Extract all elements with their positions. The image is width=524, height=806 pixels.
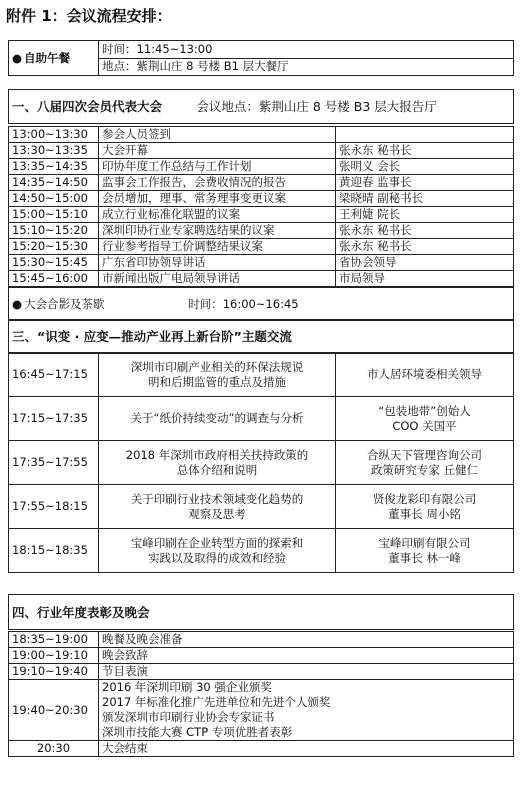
photo-table: [8, 287, 514, 321]
row-topic: [99, 485, 336, 529]
row-speaker: [336, 529, 514, 573]
row-time: 14:35~14:50: [9, 175, 99, 191]
row-activity: [99, 632, 514, 648]
table-row: [9, 441, 514, 485]
row-speaker: [336, 397, 514, 441]
activity-line: 晚餐及晚会准备: [102, 632, 183, 646]
photo-label: 大会合影及茶歇: [24, 296, 105, 311]
row-time: 13:35~14:35: [9, 159, 99, 175]
table-row: [9, 680, 514, 741]
section4-heading-table: [8, 594, 514, 630]
topic-line: 宝峰印刷在企业转型方面的探索和: [130, 535, 304, 550]
speaker-line: 贤俊龙彩印有限公司: [372, 491, 477, 506]
row-activity: [99, 680, 514, 741]
row-topic: [99, 397, 336, 441]
row-person: 梁晓晴 副秘书长: [336, 191, 514, 207]
row-time: 17:15~17:35: [9, 397, 99, 441]
row-time: 13:30~13:35: [9, 143, 99, 159]
row-person: 张永东 秘书长: [336, 143, 514, 159]
row-time: 15:20~15:30: [9, 239, 99, 255]
row-item: 市新闻出版广电局领导讲话: [99, 271, 336, 287]
row-time: 13:00~13:30: [9, 127, 99, 143]
row-time: 14:50~15:00: [9, 191, 99, 207]
row-item: 大会开幕: [99, 143, 336, 159]
topic-line: 深圳市印刷产业相关的环保法规说: [130, 359, 304, 374]
section1-schedule-table: [8, 126, 514, 287]
page-title: 附件 1：会议流程安排：: [6, 7, 172, 25]
table-row: [9, 485, 514, 529]
section1-heading-table: [8, 89, 514, 124]
speaker-line: 政策研究专家 丘健仁: [370, 462, 479, 477]
row-item: 会员增加，理事、常务理事变更议案: [99, 191, 336, 207]
section3-schedule-table: [8, 352, 514, 573]
row-speaker: [336, 441, 514, 485]
activity-line: 颁发深圳市印刷行业协会专家证书: [102, 710, 275, 724]
lunch-label: 自助午餐: [24, 50, 71, 65]
row-topic: [99, 441, 336, 485]
table-row: [9, 143, 514, 159]
row-time: 15:45~16:00: [9, 271, 99, 287]
topic-line: 关于“纸价持续变动”的调查与分析: [130, 411, 304, 425]
photo-time: 时间：16:00~16:45: [188, 296, 299, 311]
activity-line: 晚会致辞: [102, 648, 148, 662]
row-activity: [99, 664, 514, 680]
row-time: 19:10~19:40: [9, 664, 99, 680]
topic-line: 实践以及取得的成效和经验: [148, 550, 286, 565]
speaker-line: 合纵天下管理咨询公司: [367, 447, 482, 462]
bullet-icon: [12, 297, 24, 311]
lunch-place: 地点：紫荆山庄 8 号楼 B1 层大餐厅: [99, 58, 514, 76]
activity-line: 节目表演: [102, 664, 148, 678]
section4-heading: 四、行业年度表彰及晚会: [9, 595, 514, 630]
section1-heading: 一、八届四次会员代表大会: [12, 99, 163, 114]
table-row: [9, 648, 514, 664]
table-row: [9, 191, 514, 207]
speaker-line: 董事长 周小铭: [388, 506, 461, 521]
photo-cell: [9, 288, 514, 321]
row-person: 王利婕 院长: [336, 207, 514, 223]
row-person: 省协会领导: [336, 255, 514, 271]
topic-line: 明和后期监管的重点及措施: [148, 374, 286, 389]
table-row: [9, 255, 514, 271]
row-time: 16:45~17:15: [9, 353, 99, 397]
row-time: 18:15~18:35: [9, 529, 99, 573]
topic-line: 总体介绍和说明: [176, 462, 258, 477]
activity-line: 2016 年深圳印刷 30 强企业颁奖: [102, 680, 272, 694]
row-speaker: [336, 353, 514, 397]
table-row: [9, 127, 514, 143]
row-time: 19:00~19:10: [9, 648, 99, 664]
row-item: 印协年度工作总结与工作计划: [99, 159, 336, 175]
section1-venue: 会议地点：紫荆山庄 8 号楼 B3 层大报告厅: [196, 99, 437, 114]
row-item: 成立行业标准化联盟的议案: [99, 207, 336, 223]
speaker-line: COO 关国平: [392, 418, 457, 433]
row-time: 19:40~20:30: [9, 680, 99, 741]
section3-heading: 三、“识变 · 应变—推动产业再上新台阶”主题交流: [9, 320, 514, 354]
speaker-line: 市人居环境委相关领导: [367, 367, 482, 381]
table-row: [9, 159, 514, 175]
row-item: 参会人员签到: [99, 127, 336, 143]
row-activity: [99, 648, 514, 664]
row-time: 15:10~15:20: [9, 223, 99, 239]
bullet-icon: [12, 51, 24, 65]
activity-line: 深圳市技能大赛 CTP 专项优胜者表彰: [102, 725, 293, 739]
row-topic: [99, 529, 336, 573]
row-person: 黄迎春 监事长: [336, 175, 514, 191]
row-item: 深圳印协行业专家聘选结果的议案: [99, 223, 336, 239]
row-person: 张永东 秘书长: [336, 239, 514, 255]
table-row: [9, 632, 514, 648]
table-row: [9, 664, 514, 680]
row-time: 18:35~19:00: [9, 632, 99, 648]
section4-schedule-table: [8, 631, 514, 757]
speaker-line: 董事长 林一峰: [388, 550, 461, 565]
topic-line: 2018 年深圳市政府相关扶持政策的: [125, 447, 309, 462]
table-row: [9, 353, 514, 397]
table-row: [9, 175, 514, 191]
row-person: 张明义 会长: [336, 159, 514, 175]
table-row: [9, 223, 514, 239]
row-activity: [99, 741, 514, 757]
table-row: [9, 397, 514, 441]
table-row: [9, 529, 514, 573]
table-row: [9, 207, 514, 223]
speaker-line: “包装地带”创始人: [378, 403, 471, 418]
topic-line: 关于印刷行业技术领域变化趋势的: [130, 491, 304, 506]
row-time: 17:55~18:15: [9, 485, 99, 529]
lunch-time: 时间：11:45~13:00: [99, 41, 514, 59]
speaker-line: 宝峰印刷有限公司: [378, 535, 471, 550]
section3-heading-table: [8, 319, 514, 354]
row-item: 行业参考指导工价调整结果议案: [99, 239, 336, 255]
section1-heading-cell: [9, 90, 514, 124]
row-time: 17:35~17:55: [9, 441, 99, 485]
topic-line: 观察及思考: [188, 506, 246, 521]
row-person: 市局领导: [336, 271, 514, 287]
activity-line: 大会结束: [102, 741, 148, 755]
lunch-table: [8, 40, 514, 76]
row-time: 20:30: [9, 741, 99, 757]
row-person: [336, 127, 514, 143]
lunch-label-cell: [9, 41, 99, 76]
row-time: 15:00~15:10: [9, 207, 99, 223]
row-person: 张永东 秘书长: [336, 223, 514, 239]
row-item: 广东省印协领导讲话: [99, 255, 336, 271]
table-row: [9, 741, 514, 757]
row-time: 15:30~15:45: [9, 255, 99, 271]
table-row: [9, 271, 514, 287]
activity-line: 2017 年标准化推广先进单位和先进个人颁奖: [102, 695, 331, 709]
row-topic: [99, 353, 336, 397]
row-item: 监事会工作报告，会费收情况的报告: [99, 175, 336, 191]
row-speaker: [336, 485, 514, 529]
table-row: [9, 239, 514, 255]
